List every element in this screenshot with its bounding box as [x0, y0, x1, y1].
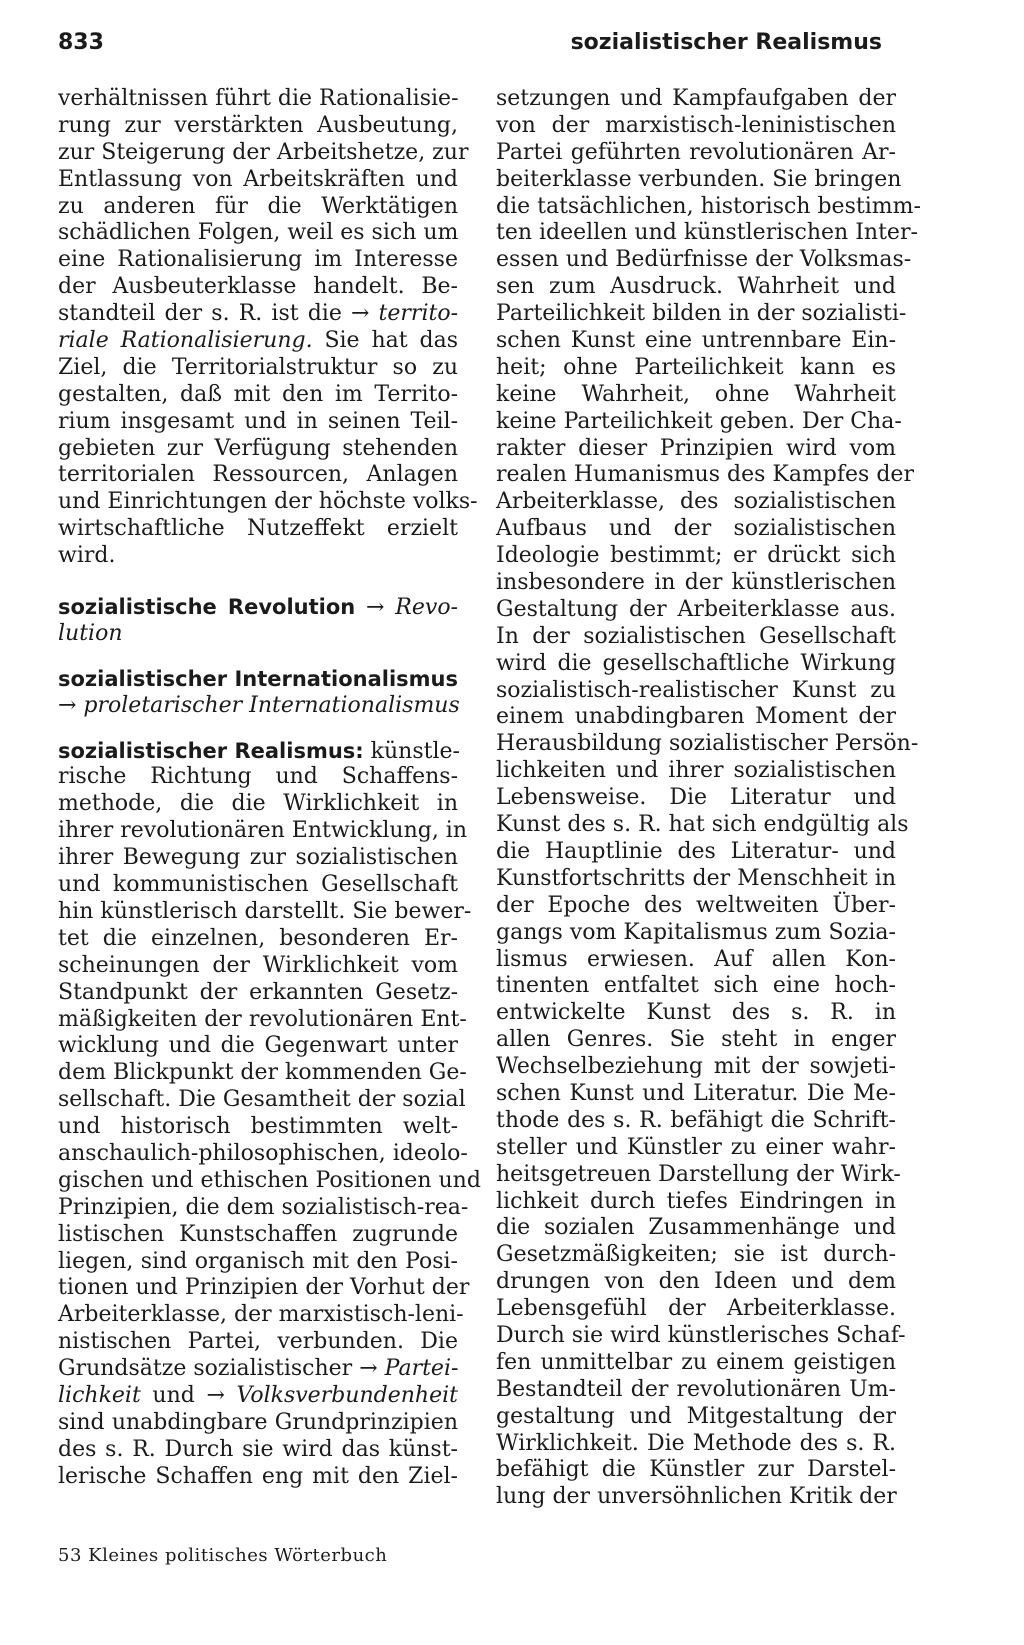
text-line: einem unabdingbaren Moment der — [496, 704, 896, 730]
entry-headword: sozialistische Revolution — [58, 595, 356, 620]
text-line: allen Genres. Sie steht in enger — [496, 1027, 896, 1053]
text-line: drungen von den Ideen und dem — [496, 1269, 896, 1295]
text-line: befähigt die Künstler zur Darstel- — [496, 1457, 896, 1483]
entry-headword: sozialistischer Realismus: — [58, 738, 364, 763]
page-number: 833 — [58, 30, 104, 55]
text-line: gebieten zur Verfügung stehenden — [58, 435, 458, 461]
text-line: lung der unversöhnlichen Kritik der — [496, 1484, 897, 1510]
text-line: rium insgesamt und in seinen Teil- — [58, 408, 458, 434]
text-line: keine Wahrheit, ohne Wahrheit — [496, 381, 896, 407]
text-line: nistischen Partei, verbunden. Die — [58, 1329, 458, 1355]
text-line: anschaulich-philosophischen, ideolo- — [58, 1140, 468, 1166]
text-line: hin künstlerisch darstellt. Sie bewer- — [58, 898, 472, 924]
text-line: Wirklichkeit. Die Methode des s. R. — [496, 1430, 896, 1456]
text-line: keine Parteilichkeit geben. Der Cha- — [496, 408, 902, 434]
text-line: insbesondere in der künstlerischen — [496, 570, 896, 596]
text-line: des s. R. Durch sie wird das künst- — [58, 1436, 458, 1462]
text-line: der Epoche des weltweiten Über- — [496, 892, 896, 918]
cross-reference-arrow-icon: → — [350, 301, 370, 327]
spacer — [58, 720, 458, 738]
text-line: Herausbildung sozialistischer Persön- — [496, 731, 919, 757]
text-line: wirtschaftliche Nutzeffekt erzielt — [58, 516, 458, 542]
text-line: realen Humanismus des Kampfes der — [496, 462, 914, 488]
spacer — [58, 648, 458, 666]
text-line: tet die einzelnen, besonderen Er- — [58, 925, 458, 951]
text-line — [58, 301, 458, 328]
text-line: rische Richtung und Schaffens- — [58, 764, 458, 790]
text-line: Arbeiterklasse, der marxistisch-leni- — [58, 1302, 464, 1328]
text-line: lichkeiten und ihrer sozialistischen — [496, 758, 896, 784]
text-line — [58, 693, 458, 720]
text-line: die Hauptlinie des Literatur- und — [496, 838, 896, 864]
text-line: der Ausbeuterklasse handelt. Be- — [58, 274, 458, 300]
text-line: Lebensweise. Die Literatur und — [496, 785, 896, 811]
text-line: setzungen und Kampfaufgaben der — [496, 86, 896, 111]
cross-reference-link[interactable]: riale Rationalisierung. — [58, 328, 313, 354]
cross-reference-arrow-icon: → — [58, 692, 77, 718]
left-column — [58, 86, 481, 1491]
text-line: zur Steigerung der Arbeitshetze, zur — [58, 139, 469, 165]
text-line: wird. — [58, 543, 116, 569]
text-line — [58, 1356, 458, 1383]
text-line: Parteilichkeit bilden in der sozialisti- — [496, 301, 907, 327]
text-line: sellschaft. Die Gesamtheit der sozial — [58, 1087, 466, 1113]
text-line: steller und Künstler zu einer wahr- — [496, 1134, 896, 1160]
text-line: beiterklasse verbunden. Sie bringen — [496, 166, 902, 192]
text-line: territorialen Ressourcen, Anlagen — [58, 462, 458, 488]
text-line: Standpunkt der erkannten Gesetz- — [58, 979, 458, 1005]
text-segment: künstle- — [363, 738, 460, 764]
text-line: listischen Kunstschaffen zugrunde — [58, 1221, 458, 1247]
text-segment: Grundsätze sozialistischer — [58, 1356, 360, 1382]
text-line: Wechselbeziehung mit der sowjeti- — [496, 1054, 896, 1080]
text-line: heitsgetreuen Darstellung der Wirk- — [496, 1161, 901, 1187]
text-line: lichkeit durch tiefes Eindringen in — [496, 1188, 896, 1214]
text-line: und Einrichtungen der höchste volks- — [58, 489, 478, 515]
text-line: und kommunistischen Gesellschaft — [58, 872, 458, 898]
text-line: Ideologie bestimmt; er drückt sich — [496, 543, 896, 569]
text-line: essen und Bedürfnisse der Volksmas- — [496, 247, 912, 273]
text-line: ten ideellen und künstlerischen Inter- — [496, 220, 918, 246]
cross-reference-link[interactable]: territo- — [369, 301, 459, 327]
text-line: schädlichen Folgen, weil es sich um — [58, 220, 459, 246]
text-line: von der marxistisch-leninistischen — [496, 112, 896, 138]
text-line: ihrer Bewegung zur sozialistischen — [58, 845, 458, 871]
text-line: Gesetzmäßigkeiten; sie ist durch- — [496, 1242, 896, 1268]
text-line: In der sozialistischen Gesellschaft — [496, 623, 896, 649]
text-line: wicklung und die Gegenwart unter — [58, 1033, 458, 1059]
cross-reference-link[interactable]: lichkeit — [58, 1382, 141, 1408]
text-line: scheinungen der Wirklichkeit vom — [58, 952, 458, 978]
text-segment: Sie hat das — [312, 328, 458, 354]
text-line: Partei geführten revolutionären Ar- — [496, 139, 896, 165]
text-line: tionen und Prinzipien der Vorhut der — [58, 1275, 470, 1301]
right-column — [496, 86, 921, 1511]
text-segment: standteil der s. R. ist die — [58, 301, 351, 327]
entry-headword: sozialistischer Internationalismus — [58, 666, 458, 691]
text-line: rung zur verstärkten Ausbeutung, — [58, 112, 458, 138]
text-line: Prinzipien, die dem sozialistisch-rea- — [58, 1194, 469, 1220]
text-line: gangs vom Kapitalismus zum Sozia- — [496, 919, 896, 945]
cross-reference-link[interactable]: proletarischer Internationalismus — [76, 692, 460, 718]
text-line: sen zum Ausdruck. Wahrheit und — [496, 274, 896, 300]
text-line: Gestaltung der Arbeiterklasse aus. — [496, 596, 896, 622]
cross-reference-arrow-icon: → — [366, 595, 385, 621]
page-footer: 53 Kleines politisches Wörterbuch — [58, 1545, 388, 1566]
text-line: Arbeiterklasse, des sozialistischen — [496, 489, 896, 515]
text-line: verhältnissen führt die Rationalisie- — [58, 86, 459, 111]
text-line: Durch sie wird künstlerisches Schaf- — [496, 1322, 906, 1348]
text-line: rakter dieser Prinzipien wird vom — [496, 435, 896, 461]
cross-reference-link[interactable]: Revo- — [384, 595, 458, 621]
text-line: und historisch bestimmten welt- — [58, 1114, 458, 1140]
text-segment: und — [140, 1382, 207, 1408]
text-line — [58, 1383, 458, 1410]
text-line: dem Blickpunkt der kommenden Ge- — [58, 1060, 467, 1086]
text-line — [58, 621, 458, 648]
text-line: wird die gesellschaftliche Wirkung — [496, 650, 896, 676]
text-line: Aufbaus und der sozialistischen — [496, 516, 896, 542]
cross-reference-link[interactable]: lution — [58, 620, 123, 646]
text-line: gischen und ethischen Positionen und — [58, 1167, 481, 1193]
text-line: schen Kunst eine untrennbare Ein- — [496, 328, 896, 354]
text-line: zu anderen für die Werktätigen — [58, 193, 458, 219]
text-line: die sozialen Zusammenhänge und — [496, 1215, 896, 1241]
text-line: lismus erwiesen. Auf allen Kon- — [496, 946, 896, 972]
text-line: liegen, sind organisch mit den Posi- — [58, 1248, 458, 1274]
text-line: ihrer revolutionären Entwicklung, in — [58, 818, 468, 844]
text-line: heit; ohne Parteilichkeit kann es — [496, 354, 896, 380]
spacer — [58, 570, 458, 594]
text-line: Kunst des s. R. hat sich endgültig als — [496, 812, 909, 838]
text-line: schen Kunst und Literatur. Die Me- — [496, 1080, 896, 1106]
cross-reference-link[interactable]: Volksverbundenheit — [224, 1382, 458, 1408]
entry-heading-line — [58, 738, 458, 765]
text-line: Lebensgefühl der Arbeiterklasse. — [496, 1296, 896, 1322]
running-head: sozialistischer Realismus — [570, 30, 882, 55]
text-line: sozialistisch-realistischer Kunst zu — [496, 677, 896, 703]
text-line: gestaltung und Mitgestaltung der — [496, 1403, 896, 1429]
text-line: mäßigkeiten der revolutionären Ent- — [58, 1006, 467, 1032]
text-line: fen unmittelbar zu einem geistigen — [496, 1349, 896, 1375]
text-line: eine Rationalisierung im Interesse — [58, 247, 458, 273]
text-line: Ziel, die Territorialstruktur so zu — [58, 354, 458, 380]
text-line: tinenten entfaltet sich eine hoch- — [496, 973, 896, 999]
cross-reference-link[interactable]: Partei- — [377, 1356, 459, 1382]
text-line: lerische Schaffen eng mit den Ziel- — [58, 1463, 458, 1489]
text-line: Entlassung von Arbeitskräften und — [58, 166, 458, 192]
text-line: entwickelte Kunst des s. R. in — [496, 1000, 896, 1026]
text-line — [58, 328, 458, 355]
text-line: thode des s. R. befähigt die Schrift- — [496, 1107, 896, 1133]
text-line: gestalten, daß mit den im Territo- — [58, 381, 458, 407]
text-line: Bestandteil der revolutionären Um- — [496, 1376, 896, 1402]
text-line: sind unabdingbare Grundprinzipien — [58, 1409, 458, 1435]
text-line: methode, die die Wirklichkeit in — [58, 791, 458, 817]
cross-reference-arrow-icon: → — [206, 1382, 225, 1408]
cross-reference-arrow-icon: → — [359, 1356, 378, 1382]
text-line: Kunstfortschritts der Menschheit in — [496, 865, 896, 891]
entry-heading-line — [58, 594, 458, 621]
text-line: die tatsächlichen, historisch bestimm- — [496, 193, 921, 219]
